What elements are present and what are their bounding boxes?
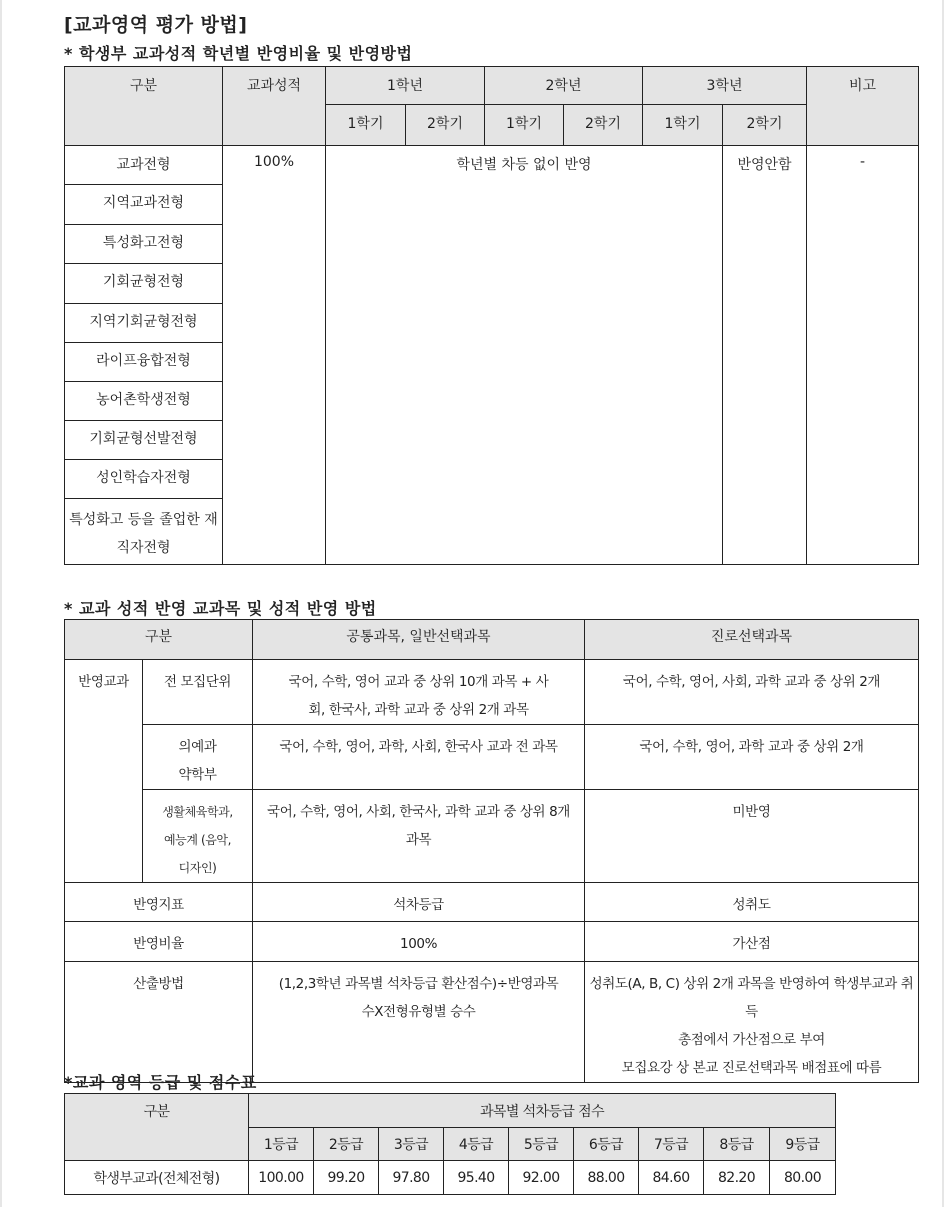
header-year2: 2학년 (485, 67, 643, 105)
header-year3: 3학년 (643, 67, 807, 105)
track-name: 특성화고전형 (65, 225, 223, 264)
section3-heading: *교과 영역 등급 및 점수표 (64, 1073, 257, 1092)
track-name: 성인학습자전형 (65, 460, 223, 499)
grade-header: 8등급 (704, 1128, 770, 1161)
score-cell: 92.00 (509, 1161, 574, 1195)
header-year1: 1학년 (326, 67, 485, 105)
score-cell: 82.20 (704, 1161, 770, 1195)
track-name: 지역교과전형 (65, 185, 223, 225)
header-category: 구분 (65, 620, 253, 660)
unit-name: 의예과 약학부 (143, 725, 253, 790)
score-cell: 99.20 (314, 1161, 379, 1195)
reflection-note: 학년별 차등 없이 반영 (326, 146, 723, 565)
method-career-line: 모집요강 상 본교 진로선택과목 배점표에 따름 (621, 1060, 882, 1076)
track-name: 교과전형 (65, 146, 223, 185)
method-label: 산출방법 (65, 962, 253, 1083)
method-career-line: 성취도(A, B, C) 상위 2개 과목을 반영하여 학생부교과 취득 (589, 976, 914, 1020)
career-subjects: 미반영 (585, 790, 919, 883)
header-common-subjects: 공통과목, 일반선택과목 (253, 620, 585, 660)
grade-header: 3등급 (379, 1128, 444, 1161)
page-title: [교과영역 평가 방법] (64, 14, 248, 36)
ratio-common: 100% (253, 922, 585, 962)
track-name: 기회균형선발전형 (65, 421, 223, 460)
grade-header: 9등급 (770, 1128, 836, 1161)
track-name: 농어촌학생전형 (65, 382, 223, 421)
row-label: 학생부교과(전체전형) (65, 1161, 249, 1195)
grade-header: 6등급 (574, 1128, 639, 1161)
grade-header: 4등급 (444, 1128, 509, 1161)
grade-header: 5등급 (509, 1128, 574, 1161)
track-name: 특성화고 등을 졸업한 재직자전형 (65, 499, 223, 565)
grade-header: 1등급 (249, 1128, 314, 1161)
unit-name: 생활체육학과, 예능계 (음악, 디자인) (143, 790, 253, 883)
career-subjects: 국어, 수학, 영어, 사회, 과학 교과 중 상위 2개 (585, 660, 919, 725)
score-cell: 97.80 (379, 1161, 444, 1195)
score-cell: 84.60 (639, 1161, 704, 1195)
grade-header: 7등급 (639, 1128, 704, 1161)
ratio-career: 가산점 (585, 922, 919, 962)
unit-name: 전 모집단위 (143, 660, 253, 725)
common-subjects: 국어, 수학, 영어 교과 중 상위 10개 과목 + 사회, 한국사, 과학 교과 중 상위 2개 과목 (253, 660, 585, 725)
header-y2-sem2: 2학기 (564, 105, 643, 146)
score-cell: 88.00 (574, 1161, 639, 1195)
header-grade-score: 교과성적 (223, 67, 326, 146)
career-subjects: 국어, 수학, 영어, 과학 교과 중 상위 2개 (585, 725, 919, 790)
method-career (585, 962, 919, 1083)
section1-heading: * 학생부 교과성적 학년별 반영비율 및 반영방법 (64, 44, 413, 63)
remark-value: - (807, 146, 919, 565)
subjects-label: 반영교과 (65, 660, 143, 883)
indicator-common: 석차등급 (253, 883, 585, 922)
score-cell: 100.00 (249, 1161, 314, 1195)
header-y3-sem2: 2학기 (723, 105, 807, 146)
subject-reflection-table (64, 619, 919, 1083)
grade-reflection-table (64, 66, 919, 565)
page-left-edge (0, 0, 2, 1207)
section2-heading: * 교과 성적 반영 교과목 및 성적 반영 방법 (64, 599, 377, 618)
not-reflected-note: 반영안함 (723, 146, 807, 565)
header-category: 구분 (65, 67, 223, 146)
header-y2-sem1: 1학기 (485, 105, 564, 146)
header-y3-sem1: 1학기 (643, 105, 723, 146)
track-name: 라이프융합전형 (65, 343, 223, 382)
track-name: 지역기회균형전형 (65, 304, 223, 343)
grade-header: 2등급 (314, 1128, 379, 1161)
common-subjects: 국어, 수학, 영어, 과학, 사회, 한국사 교과 전 과목 (253, 725, 585, 790)
score-cell: 95.40 (444, 1161, 509, 1195)
method-common: (1,2,3학년 과목별 석차등급 환산점수)÷반영과목 수X전형유형별 승수 (253, 962, 585, 1083)
header-remarks: 비고 (807, 67, 919, 146)
grade-score-table (64, 1093, 836, 1195)
header-career-subjects: 진로선택과목 (585, 620, 919, 660)
common-subjects: 국어, 수학, 영어, 사회, 한국사, 과학 교과 중 상위 8개 과목 (253, 790, 585, 883)
header-grade-score: 과목별 석차등급 점수 (249, 1094, 836, 1128)
track-name: 기회균형전형 (65, 264, 223, 304)
indicator-label: 반영지표 (65, 883, 253, 922)
method-career-line: 총점에서 가산점으로 부여 (678, 1032, 825, 1048)
indicator-career: 성취도 (585, 883, 919, 922)
header-y1-sem2: 2학기 (406, 105, 485, 146)
header-category: 구분 (65, 1094, 249, 1161)
ratio-label: 반영비율 (65, 922, 253, 962)
grade-score-value: 100% (223, 146, 326, 565)
header-y1-sem1: 1학기 (326, 105, 406, 146)
score-cell: 80.00 (770, 1161, 836, 1195)
